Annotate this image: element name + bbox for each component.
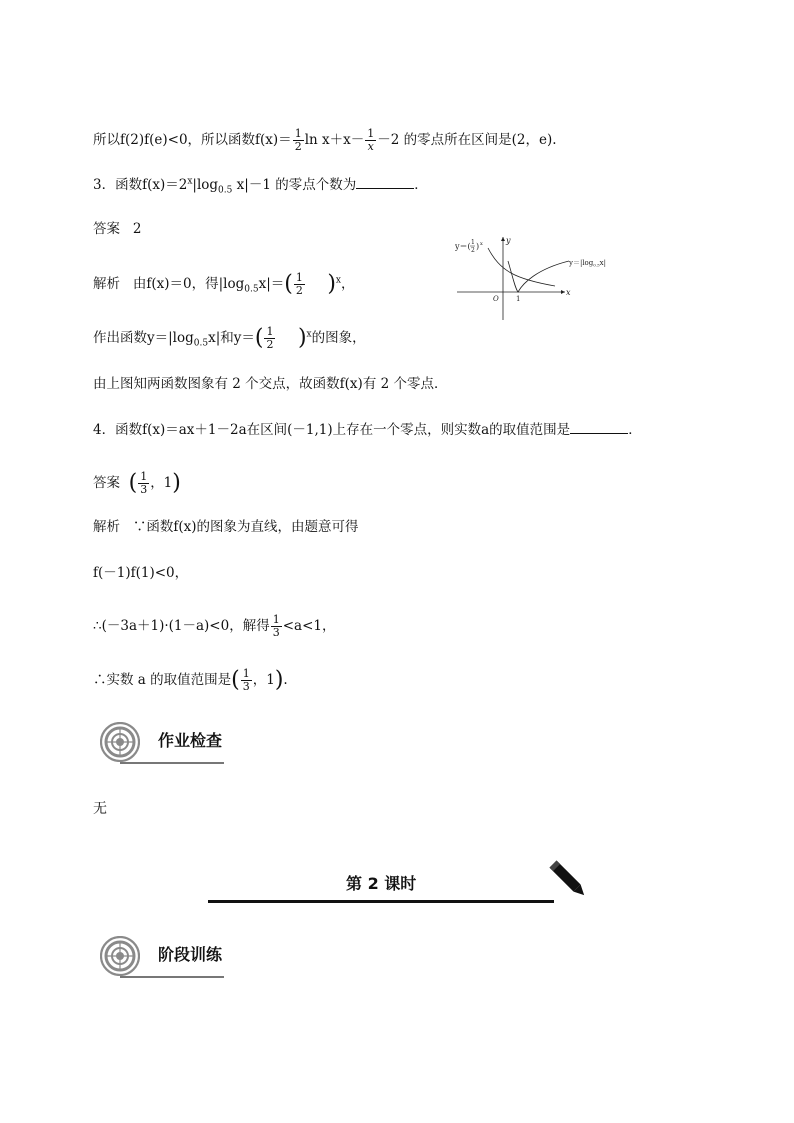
question-4: 4．函数f(x)＝ax＋1－2a在区间(－1,1)上存在一个零点，则实数a的取值范围是 ． bbox=[93, 422, 642, 438]
exp-frac-den: 2 bbox=[471, 247, 475, 254]
y-axis-label: y bbox=[506, 236, 511, 245]
exp-label-end: ) bbox=[476, 242, 480, 251]
fraction: $\frac{1}{3}$ bbox=[272, 613, 280, 639]
abs-log-label: $y=|\log_{0.5}x|$ bbox=[569, 259, 606, 268]
lesson-banner bbox=[208, 855, 594, 907]
y-axis-arrow bbox=[501, 237, 505, 241]
tick-1-label: 1 bbox=[516, 295, 521, 303]
pencil-icon bbox=[546, 855, 594, 905]
fraction: $\frac{1}{3}$ bbox=[242, 667, 250, 693]
x-axis-label: x bbox=[566, 288, 571, 297]
section-title: 阶段训练 bbox=[158, 945, 223, 964]
fraction: $\frac{1}{x}$ bbox=[367, 127, 375, 153]
exponential-label: y＝( bbox=[455, 242, 471, 251]
question-3-answer: 答案 2 bbox=[93, 221, 142, 237]
function-graph bbox=[455, 233, 615, 323]
question-4-analysis-2: f(－1)f(1)<0， bbox=[93, 565, 189, 581]
answer-blank[interactable] bbox=[356, 176, 414, 189]
homework-content: 无 bbox=[93, 801, 107, 817]
section-title: 作业检查 bbox=[158, 731, 223, 750]
answer-blank[interactable] bbox=[570, 421, 628, 434]
exp-frac-num: 1 bbox=[471, 239, 475, 246]
exp-label-sup: x bbox=[480, 241, 483, 247]
question-3-analysis-2: 作出函数$y=|\log_{0.5}x|$和y＝( $\frac{1}{2}$ )$^x$的图象， bbox=[93, 325, 366, 351]
heading-underline bbox=[120, 762, 224, 764]
question-3-analysis-1: 解析 由f(x)＝0，得$|\log_{0.5}x|=$( $\frac{1}{2}$ )$^x$， bbox=[93, 271, 355, 297]
question-4-answer: 答案 ( $\frac{1}{3}$ ，1) bbox=[93, 470, 181, 496]
question-3: 3．函数$f(x)=2^x|\log_{0.5}$ x|－1 的零点个数为 ． bbox=[93, 176, 428, 196]
target-icon bbox=[100, 722, 140, 762]
stage-heading bbox=[100, 936, 224, 980]
fraction: $\frac{1}{3}$ bbox=[140, 470, 148, 496]
fraction: $\frac{1}{2}$ bbox=[295, 271, 303, 297]
solution-line-1: 所以f(2)f(e)<0，所以函数f(x)＝ $\frac{1}{2}$ ln x＋x－ $\frac{1}{x}$ －2 的零点所在区间是(2，e). bbox=[93, 127, 557, 153]
target-icon bbox=[100, 936, 140, 976]
exponential-curve bbox=[488, 248, 555, 286]
lesson-underline bbox=[208, 900, 554, 903]
lesson-title: 第 2 课时 bbox=[346, 874, 417, 893]
heading-underline bbox=[120, 976, 224, 978]
fraction: $\frac{1}{2}$ bbox=[266, 325, 274, 351]
question-4-analysis-4: ∴实数 a 的取值范围是( $\frac{1}{3}$ ，1). bbox=[93, 667, 288, 693]
homework-heading bbox=[100, 722, 224, 766]
fraction: $\frac{1}{2}$ bbox=[294, 127, 302, 153]
origin-label: O bbox=[493, 295, 499, 303]
question-3-analysis-3: 由上图知两函数图象有 2 个交点，故函数f(x)有 2 个零点． bbox=[93, 376, 448, 392]
question-4-analysis-1: 解析 ∵函数f(x)的图象为直线，由题意可得 bbox=[93, 519, 359, 535]
abs-log-curve bbox=[508, 261, 569, 292]
x-axis-arrow bbox=[561, 290, 565, 294]
question-4-analysis-3: ∴(－3a＋1)·(1－a)<0，解得 $\frac{1}{3}$ <a<1， bbox=[93, 613, 336, 639]
